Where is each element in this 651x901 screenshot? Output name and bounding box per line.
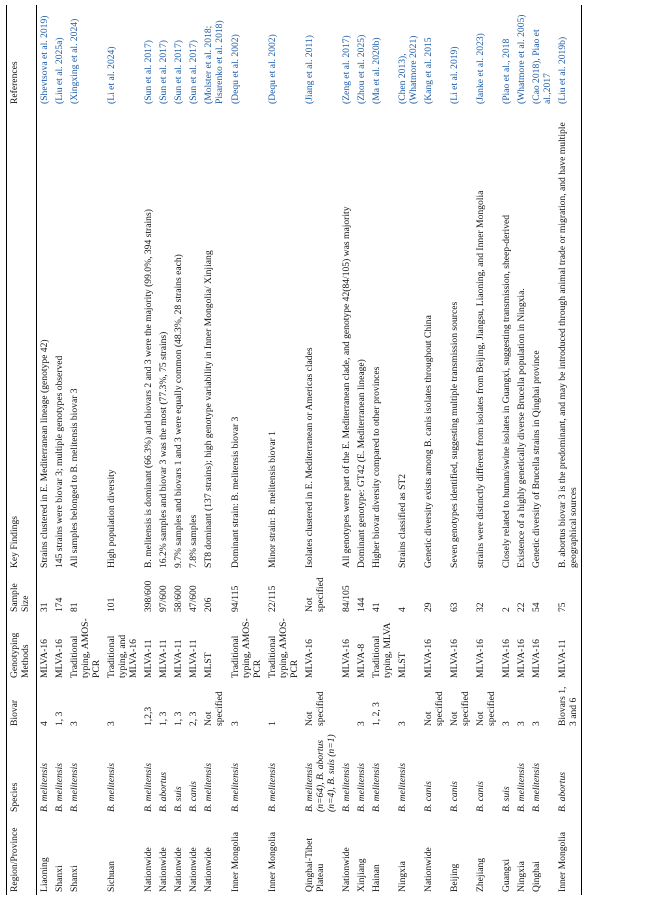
cell-species: B. melitensis — [340, 762, 352, 812]
cell-biovar: 3 — [531, 721, 543, 726]
table-row — [186, 5, 201, 895]
cell-references[interactable]: (Piao et al., 2018 — [501, 38, 513, 104]
cell-biovar: 3 — [501, 721, 513, 726]
cell-key-findings: 16.2% samples and biovar 3 was the most (77.3%, 75 strains) — [158, 331, 170, 568]
cell-biovar: 3 — [396, 721, 408, 726]
cell-region: Nationwide — [143, 847, 155, 892]
cell-sample-size: 22/115 — [266, 585, 278, 612]
genotyping-table — [6, 5, 582, 895]
cell-references[interactable]: (Sun et al. 2017) — [143, 40, 155, 104]
cell-biovar: Not specified — [203, 691, 226, 726]
cell-references[interactable]: (Molster et al. 2018; Pisarenko et al. 2018) — [203, 20, 226, 104]
cell-key-findings: All genotypes were part of the E. Mediterranean clade, and genotype 42(84/105) was majority — [340, 206, 352, 568]
cell-region: Shanxi — [54, 865, 66, 892]
cell-sample-size: 174 — [54, 597, 66, 612]
cell-biovar: 1,2,3 — [143, 706, 155, 726]
cell-references[interactable]: (Xingxing et al. 2024) — [69, 18, 81, 104]
cell-species: B. melitensis — [39, 762, 51, 812]
table-row — [447, 5, 473, 895]
cell-methods: MLST — [203, 652, 215, 678]
cell-region: Nationwide — [422, 847, 434, 892]
cell-species: B. melitensis — [531, 762, 543, 812]
cell-methods: MLVA-8 — [355, 643, 367, 678]
cell-region: Ningxia — [516, 861, 528, 892]
table-row — [67, 5, 104, 895]
cell-key-findings: Genetic diversity exists among B. canis isolates throughout China — [422, 315, 434, 568]
cell-region: Liaoning — [39, 857, 51, 892]
cell-species: B. canis — [449, 781, 461, 812]
cell-methods: MLVA-16 — [422, 639, 434, 678]
cell-region: Inner Mongolia — [229, 832, 241, 892]
cell-sample-size: 31 — [39, 602, 51, 612]
cell-sample-size: 22 — [516, 602, 528, 612]
cell-species: B. melitensis — [516, 762, 528, 812]
cell-sample-size: Not specified — [303, 577, 326, 612]
table-row — [473, 5, 499, 895]
cell-region: Guangxi — [501, 858, 513, 892]
cell-species: B. melitensis — [69, 762, 81, 812]
cell-species: B. melitensis (n=64), B. abortus (n=4), B. suis (n=1) — [303, 734, 337, 812]
cell-species: B. melitensis — [54, 762, 66, 812]
cell-references[interactable]: (Chen 2013), (Whatmore 2021) — [396, 35, 419, 104]
table-header-row — [7, 5, 37, 895]
cell-key-findings: Dominant genotype: GT42 (E. Mediterranean lineage) — [355, 359, 367, 568]
table-row — [555, 5, 582, 895]
cell-key-findings: Strains classified as ST2 — [396, 473, 408, 568]
cell-species: B. suis — [501, 786, 513, 812]
cell-species: B. abortus — [555, 729, 582, 815]
cell-biovar: 3 — [69, 721, 81, 726]
table-row — [354, 5, 369, 895]
cell-biovar: Not specified — [422, 691, 445, 726]
cell-biovar: 3 — [516, 721, 528, 726]
cell-sample-size: 29 — [422, 602, 434, 612]
cell-species: B. melitensis — [106, 762, 118, 812]
table-row — [104, 5, 141, 895]
cell-key-findings: 9.7% samples and biovars 1 and 3 were equally common (48.3%, 28 strains each) — [173, 254, 185, 568]
cell-references[interactable]: (Sun et al. 2017) — [188, 40, 200, 104]
cell-region: Shanxi — [69, 865, 81, 892]
cell-biovar: 1 — [266, 721, 278, 726]
cell-key-findings: Isolates clustered in E. Mediterranean or Americas clades — [303, 347, 315, 568]
cell-references[interactable]: (Dequ et al. 2002) — [229, 34, 241, 104]
table-row — [37, 5, 53, 895]
table-row — [421, 5, 447, 895]
header-key-findings: Key Findings — [7, 107, 37, 571]
cell-sample-size: 398/600 — [143, 580, 155, 612]
cell-sample-size: 97/600 — [158, 585, 170, 612]
cell-methods: MLVA-16 — [39, 639, 51, 678]
cell-region: Xinjiang — [355, 858, 367, 892]
cell-references[interactable]: (Whatmore et al. 2005) — [516, 14, 528, 104]
cell-species: B. canis — [475, 781, 487, 812]
cell-region: Hainan — [370, 864, 382, 892]
cell-key-findings: Closely related to human/swine isolates in Guangxi, suggesting transmission, sheep-derived — [501, 214, 513, 568]
cell-references[interactable]: (Zeng et al. 2017) — [340, 35, 352, 104]
cell-methods: MLVA-16 — [531, 639, 543, 678]
cell-region: Inner Mongolia — [266, 832, 278, 892]
cell-region: Nationwide — [173, 847, 185, 892]
cell-species: B. canis — [422, 781, 434, 812]
cell-key-findings: All samples belonged to B. melitensis biovar 3 — [69, 388, 81, 568]
cell-sample-size: 94/115 — [229, 585, 241, 612]
table-row — [228, 5, 265, 895]
cell-sample-size: 144 — [355, 597, 367, 612]
cell-biovar: 3 — [106, 721, 118, 726]
cell-references[interactable]: (Li et al. 2019) — [449, 46, 461, 104]
cell-methods: MLVA-16 — [501, 639, 513, 678]
cell-region: Inner Mongolia — [555, 815, 582, 895]
cell-sample-size: 84/105 — [340, 585, 352, 612]
cell-references[interactable]: (Liu et al. 2025a) — [54, 37, 66, 104]
cell-biovar: 1, 2, 3 — [370, 702, 382, 726]
cell-methods: MLVA-11 — [555, 615, 582, 681]
cell-key-findings: ST8 dominant (137 strains); high genotype variability in Inner Mongolia/ Xinjiang — [203, 250, 215, 568]
cell-key-findings: B. melitensis is dominant (66.3%) and biovars 2 and 3 were the majority (99.0%, 394 strains) — [143, 209, 155, 568]
cell-methods: MLVA-11 — [158, 639, 170, 678]
cell-methods: MLVA-16 — [516, 639, 528, 678]
cell-references[interactable]: (Sun et al. 2017) — [173, 40, 185, 104]
cell-key-findings: Genetic diversity of Brucella strains in Qinghai province — [531, 350, 543, 568]
header-species: Species — [7, 729, 37, 815]
header-references: References — [7, 5, 37, 107]
cell-references[interactable]: (Zhou et al. 2025) — [355, 34, 367, 104]
cell-sample-size: 75 — [555, 571, 582, 615]
cell-methods: MLVA-11 — [143, 639, 155, 678]
cell-region: Nationwide — [340, 847, 352, 892]
cell-region: Zhejiang — [475, 857, 487, 892]
header-sample-size: Sample Size — [7, 571, 37, 615]
table-row — [514, 5, 529, 895]
cell-species: B. melitensis — [143, 762, 155, 812]
cell-methods: Traditional typing, AMOS-PCR — [69, 618, 103, 678]
cell-species: B. suis — [173, 786, 185, 812]
cell-region: Sichuan — [106, 861, 118, 892]
header-methods: Genotyping Methods — [7, 615, 37, 681]
cell-species: B. melitensis — [229, 762, 241, 812]
cell-references[interactable]: (Sun et al. 2017) — [158, 40, 170, 104]
cell-biovar: Not specified — [475, 691, 498, 726]
cell-biovar: 3 — [355, 721, 367, 726]
table-body — [37, 5, 582, 895]
cell-species: B. melitensis — [203, 762, 215, 812]
cell-region: Nationwide — [188, 847, 200, 892]
cell-methods: Traditional typing, and MLVA-16 — [106, 634, 140, 678]
cell-key-findings: Higher biovar diversity compared to other provinces — [370, 366, 382, 568]
cell-region: Nationwide — [203, 847, 215, 892]
header-region: Region/Province — [7, 815, 37, 895]
cell-references[interactable]: (Jiang et al. 2011) — [303, 35, 315, 104]
table-row — [339, 5, 354, 895]
cell-methods: Traditional typing, MLVA — [370, 622, 393, 678]
cell-methods: MLVA-16 — [449, 639, 461, 678]
cell-biovar: 1, 3 — [158, 711, 170, 726]
cell-species: B. canis — [188, 781, 200, 812]
cell-references[interactable]: (Janke et al. 2023) — [475, 33, 487, 104]
cell-biovar: Biovars 1, 3 and 6 — [555, 681, 582, 729]
cell-species: B. melitensis — [266, 762, 278, 812]
table-row — [171, 5, 186, 895]
cell-key-findings: Seven genotypes identified, suggesting multiple transmission sources — [449, 301, 461, 568]
cell-methods: Traditional typing, AMOS-PCR — [266, 618, 300, 678]
cell-sample-size: 101 — [106, 597, 118, 612]
header-biovar: Biovar — [7, 681, 37, 729]
cell-methods: MLVA-16 — [475, 639, 487, 678]
cell-references[interactable]: (Liu et al. 2019b) — [555, 5, 582, 107]
table-row — [156, 5, 171, 895]
table-row — [499, 5, 514, 895]
cell-references[interactable]: (Ma et al. 2020b) — [370, 37, 382, 104]
table-row — [52, 5, 67, 895]
table-row — [302, 5, 339, 895]
cell-sample-size: 2 — [501, 607, 513, 612]
cell-sample-size: 32 — [475, 602, 487, 612]
cell-sample-size: 4 — [396, 607, 408, 612]
cell-sample-size: 58/600 — [173, 585, 185, 612]
table-row — [369, 5, 395, 895]
cell-species: B. melitensis — [355, 762, 367, 812]
cell-sample-size: 63 — [449, 602, 461, 612]
cell-biovar: Not specified — [449, 691, 472, 726]
cell-key-findings: Strains clustered in E. Mediterranean lineage (genotype 42) — [39, 339, 51, 568]
table-row — [201, 5, 227, 895]
cell-references[interactable]: (Kang et al. 2015 — [422, 37, 434, 104]
cell-biovar: 4 — [39, 721, 51, 726]
cell-sample-size: 81 — [69, 602, 81, 612]
cell-references[interactable]: (Shevtsova et al. 2019) — [39, 15, 51, 104]
cell-species: B. abortus — [158, 772, 170, 812]
cell-references[interactable]: (Li et al. 2024) — [106, 46, 118, 104]
cell-methods: MLVA-16 — [303, 639, 315, 678]
cell-region: Qinghai-Tibet Plateau — [303, 837, 326, 892]
cell-references[interactable]: (Dequ et al. 2002) — [266, 34, 278, 104]
cell-species: B. melitensis — [396, 762, 408, 812]
cell-biovar: 2, 3 — [188, 711, 200, 726]
cell-key-findings: Dominant strain: B. melitensis biovar 3 — [229, 416, 241, 568]
cell-methods: MLVA-11 — [188, 639, 200, 678]
cell-references[interactable]: (Cao 2018), Piao et al.,2017 — [531, 29, 554, 104]
cell-methods: MLST — [396, 652, 408, 678]
cell-key-findings: 7.8% samples — [188, 514, 200, 568]
cell-biovar: 1, 3 — [54, 711, 66, 726]
cell-biovar: Not specified — [303, 691, 326, 726]
cell-sample-size: 206 — [203, 597, 215, 612]
rotated-table-page — [6, 5, 646, 895]
cell-key-findings: Minor strain: B. melitensis biovar 1 — [266, 431, 278, 568]
cell-biovar — [339, 681, 354, 729]
table-row — [265, 5, 302, 895]
cell-region: Nationwide — [158, 847, 170, 892]
cell-region: Qinghai — [531, 861, 543, 892]
cell-species: B. melitensis — [370, 762, 382, 812]
cell-sample-size: 54 — [531, 602, 543, 612]
cell-key-findings: Existence of a highly genetically diverse Brucella population in Ningxia. — [516, 288, 528, 568]
cell-methods: MLVA-11 — [173, 639, 185, 678]
cell-key-findings: strains were distinctly different from isolates from Beijing, Jiangsu, Liaoning, and Inner Mongolia — [475, 190, 487, 568]
cell-region: Ningxia — [396, 861, 408, 892]
table-row — [395, 5, 421, 895]
cell-methods: MLVA-16 — [340, 639, 352, 678]
cell-sample-size: 47/600 — [188, 585, 200, 612]
cell-biovar: 1, 3 — [173, 711, 185, 726]
cell-key-findings: High population diversity — [106, 469, 118, 568]
cell-biovar: 3 — [229, 721, 241, 726]
cell-region: Beijing — [449, 863, 461, 892]
cell-key-findings: B. abortus biovar 3 is the predominant, and may be introduced through animal trade or migration, and have multiple geographical sources — [555, 107, 582, 571]
cell-methods: Traditional typing, AMOS-PCR — [229, 618, 263, 678]
table-row — [529, 5, 555, 895]
cell-methods: MLVA-16 — [54, 639, 66, 678]
table-row — [141, 5, 156, 895]
cell-sample-size: 41 — [370, 602, 382, 612]
cell-key-findings: 145 strains were biovar 3; multiple genotypes observed — [54, 355, 66, 568]
